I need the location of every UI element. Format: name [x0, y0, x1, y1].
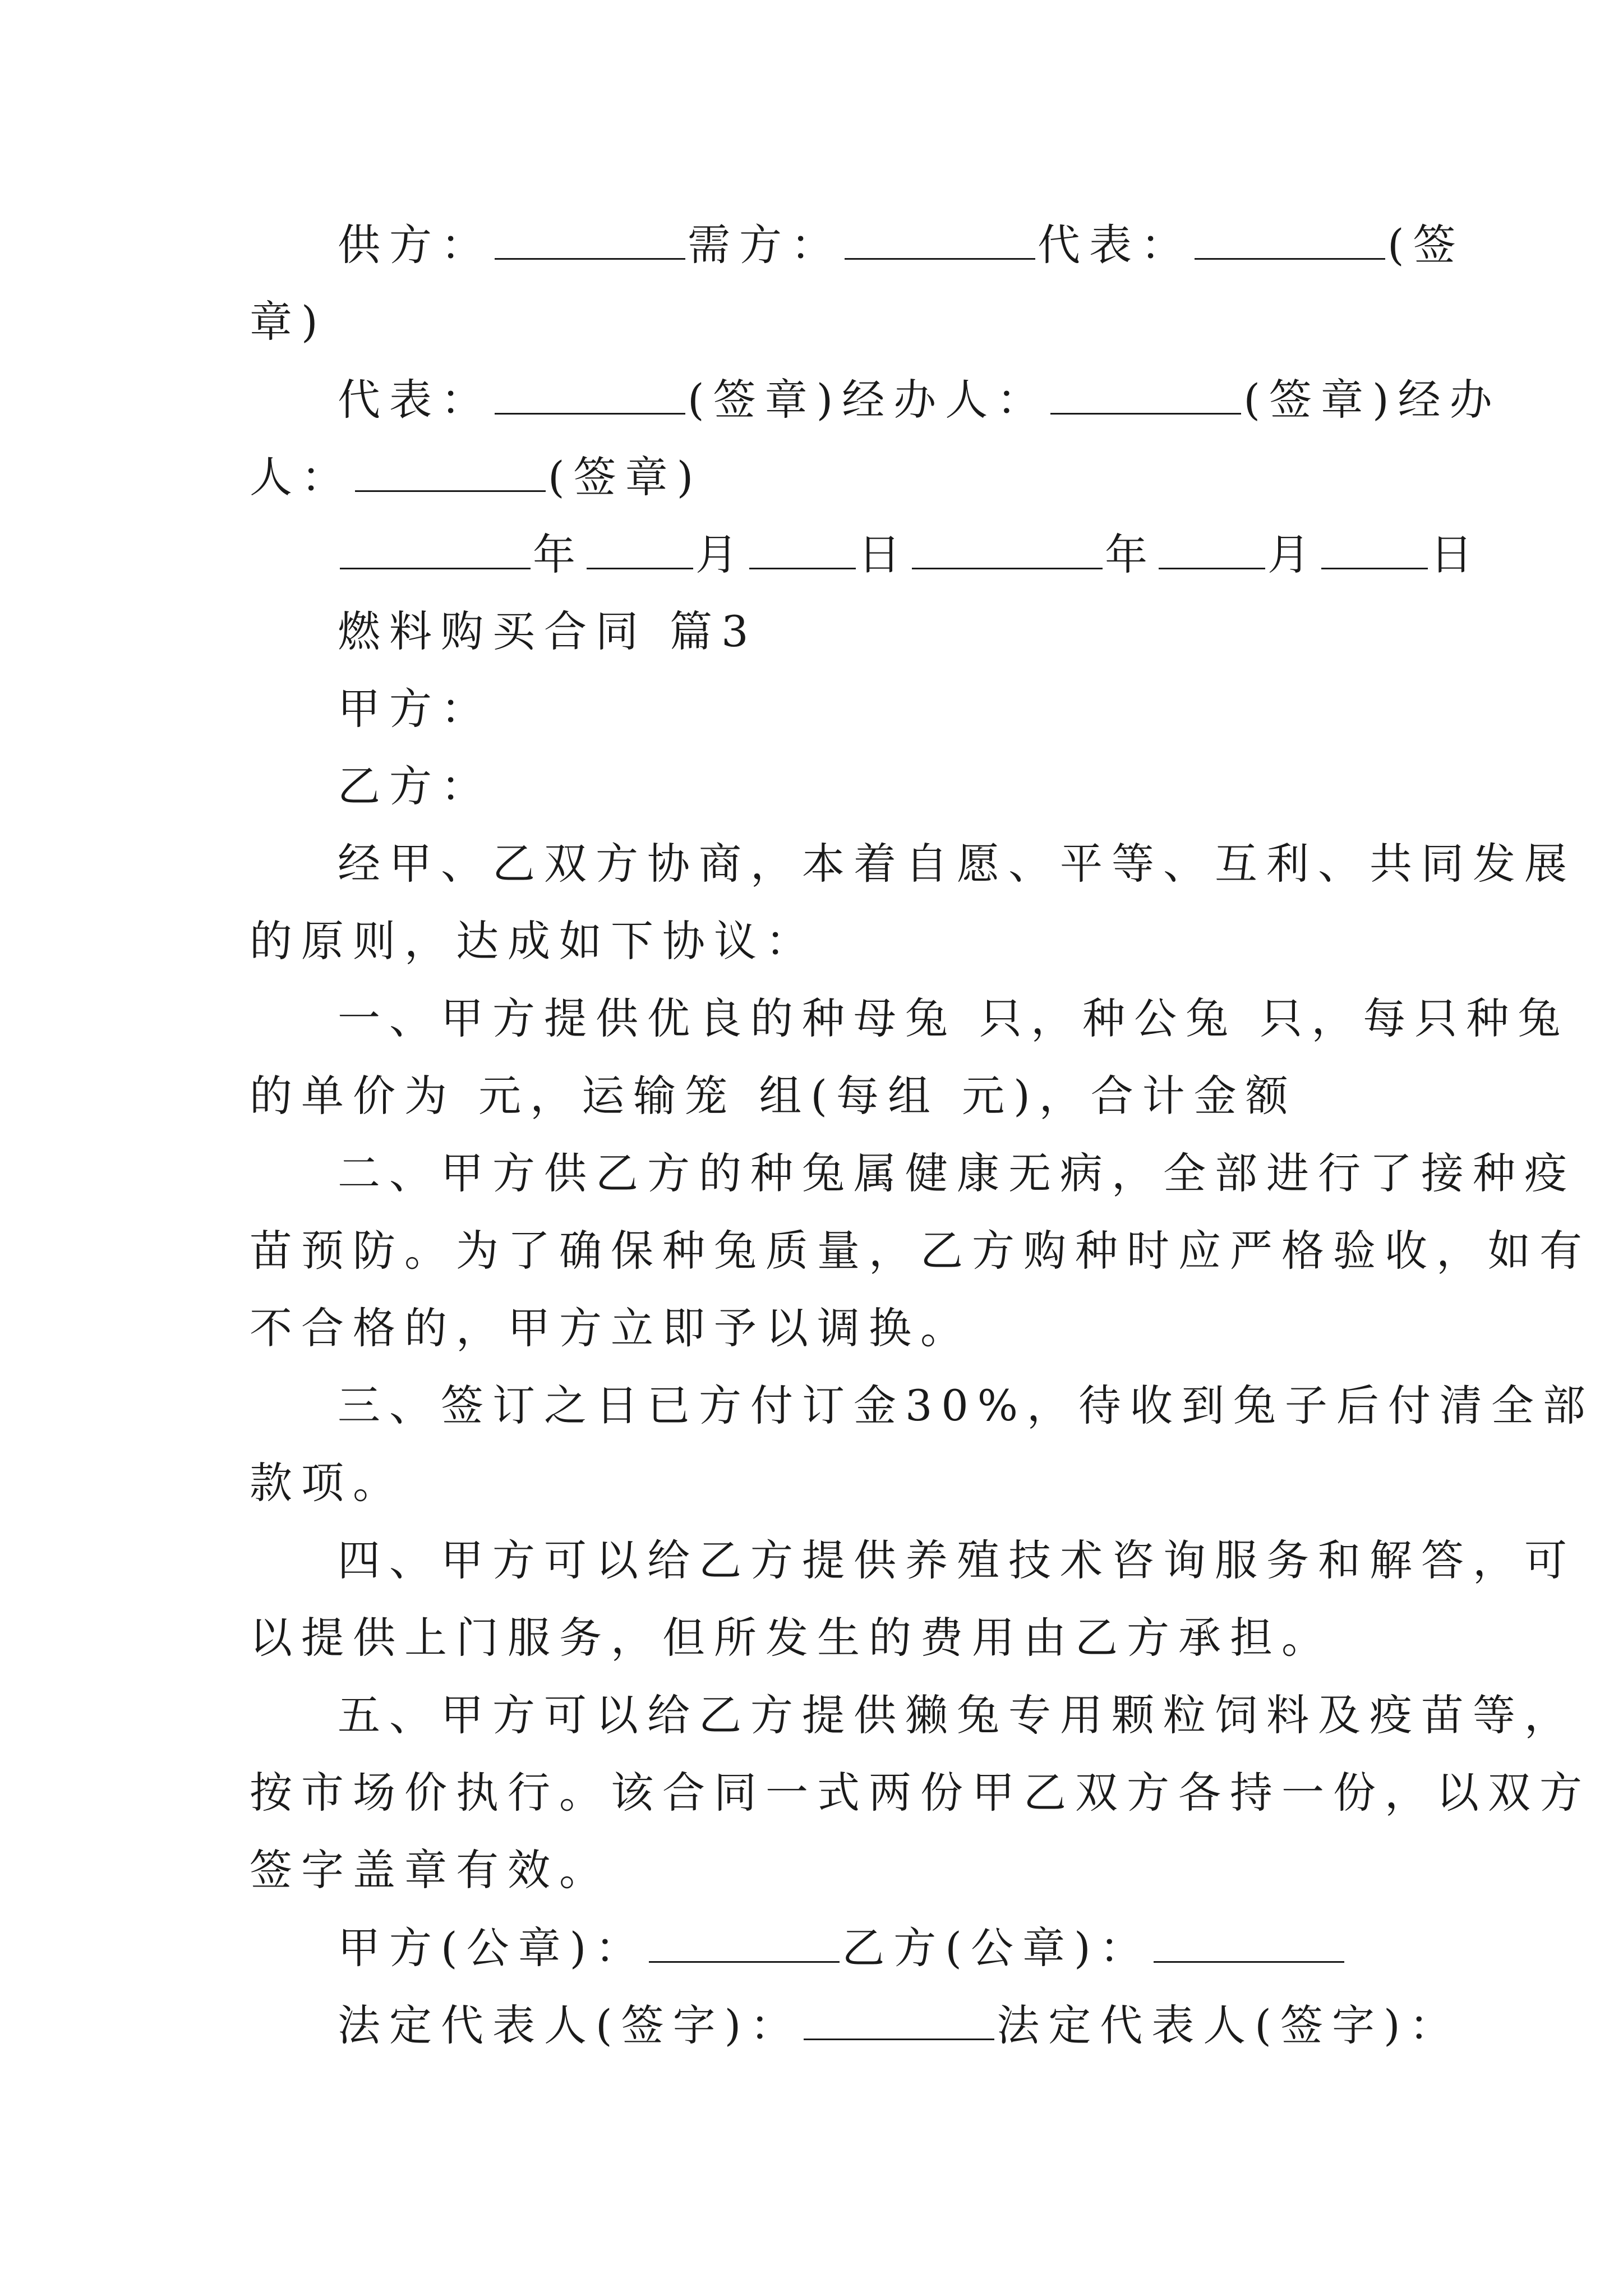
party-a-rep-blank: [804, 2004, 994, 2040]
paragraph-5-line-1: 四、甲方可以给乙方提供养殖技术咨询服务和解答，可: [338, 1535, 1576, 1585]
paragraph-1-line-2: 的原则，达成如下协议：: [250, 916, 817, 966]
paragraph-6-line-3: 签字盖章有效。: [250, 1845, 611, 1895]
paragraph-3-line-2: 苗预防。为了确保种兔质量，乙方购种时应严格验收，如有: [250, 1226, 1591, 1276]
year-label-2: 年: [1105, 530, 1156, 579]
paragraph-3-line-3: 不合格的，甲方立即予以调换。: [250, 1303, 972, 1353]
signature-line-2: [250, 297, 1388, 347]
rep-label-2: 代表：: [338, 375, 492, 425]
paragraph-2-line-1: 一、甲方提供优良的种母兔 只，种公兔 只，每只种兔: [338, 993, 1570, 1043]
rep-label: 代表：: [1038, 220, 1192, 270]
sign-handler-2: (签章)经办: [1243, 375, 1501, 425]
day-blank-2: [1321, 533, 1428, 569]
month-label-2: 月: [1267, 530, 1319, 579]
paragraph-1-line-1: 经甲、乙双方协商，本着自愿、平等、互利、共同发展: [338, 839, 1576, 889]
day-blank-1: [749, 533, 856, 569]
sign-close: 章): [250, 297, 327, 347]
signature-line-1: [338, 220, 1476, 270]
paragraph-6-line-1: 五、甲方可以给乙方提供獭兔专用颗粒饲料及疫苗等，: [338, 1690, 1576, 1740]
year-blank-1: [340, 533, 531, 569]
buyer-label: 需方：: [688, 220, 842, 270]
supplier-label: 供方：: [338, 220, 492, 270]
legal-rep-line: [338, 2000, 1476, 2050]
seal-line: [338, 1923, 1476, 1973]
party-a-rep-label: 法定代表人(签字)：: [338, 2000, 802, 2050]
signature-line-4: [250, 452, 1388, 502]
party-b-seal-blank: [1154, 1926, 1344, 1963]
date-line: [338, 530, 1482, 579]
year-label-1: 年: [533, 530, 584, 579]
section-heading: 燃料购买合同 篇3: [338, 606, 758, 656]
handler-blank: [1050, 378, 1241, 415]
paragraph-2-line-2: 的单价为 元，运输笼 组(每组 元)，合计金额: [250, 1071, 1297, 1121]
paragraph-6-line-2: 按市场价执行。该合同一式两份甲乙双方各持一份，以双方: [250, 1768, 1591, 1818]
party-b-label: 乙方：: [338, 761, 492, 811]
person-sign: (签章): [548, 452, 703, 502]
rep-blank-2: [495, 378, 685, 415]
person-blank: [355, 455, 546, 492]
sign-handler: (签章)经办人：: [688, 375, 1049, 425]
paragraph-3-line-1: 二、甲方供乙方的种兔属健康无病，全部进行了接种疫: [338, 1148, 1576, 1198]
day-label-2: 日: [1430, 530, 1482, 579]
paragraph-4-line-2: 款项。: [250, 1458, 404, 1508]
paragraph-4-line-1: 三、签订之日已方付订金30%，待收到兔子后付清全部: [338, 1381, 1594, 1430]
month-blank-1: [587, 533, 693, 569]
rep-blank: [1195, 223, 1385, 260]
day-label-1: 日: [858, 530, 910, 579]
year-blank-2: [912, 533, 1103, 569]
month-label-1: 月: [695, 530, 747, 579]
party-b-rep-label: 法定代表人(签字)：: [997, 2000, 1461, 2050]
supplier-blank: [495, 223, 685, 260]
sign-open: (签: [1387, 220, 1465, 270]
signature-line-3: [338, 375, 1501, 425]
party-a-seal-blank: [649, 1926, 840, 1963]
party-b-seal-label: 乙方(公章)：: [842, 1923, 1151, 1973]
party-a-label: 甲方：: [338, 684, 492, 734]
party-a-seal-label: 甲方(公章)：: [338, 1923, 647, 1973]
buyer-blank: [845, 223, 1035, 260]
person-label: 人：: [250, 452, 353, 502]
paragraph-5-line-2: 以提供上门服务，但所发生的费用由乙方承担。: [250, 1613, 1333, 1663]
month-blank-2: [1159, 533, 1265, 569]
